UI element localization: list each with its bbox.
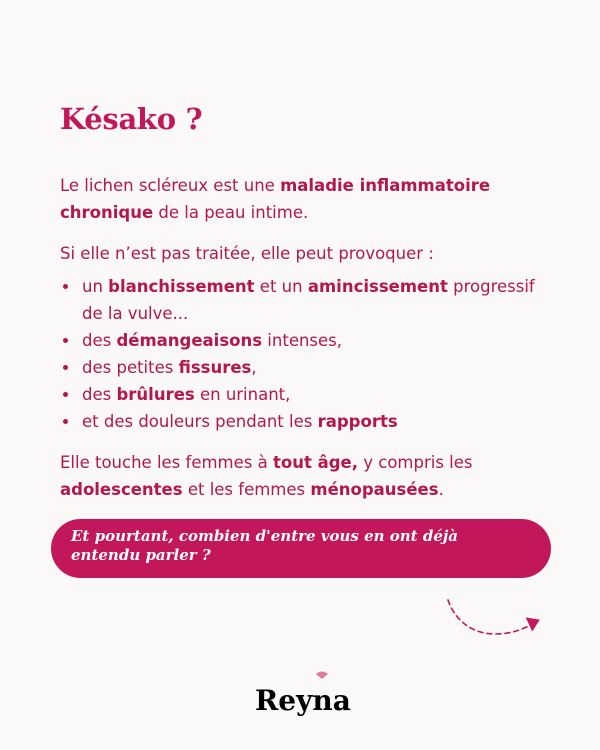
list-item bbox=[80, 327, 550, 354]
callout-text: Et pourtant, combien d'entre vous en ont déjà entendu parler ? bbox=[71, 527, 459, 564]
list-item bbox=[80, 408, 550, 435]
page-title: Késako ? bbox=[60, 102, 203, 136]
item-bold: blanchissement bbox=[108, 277, 255, 296]
item-bold: amincissement bbox=[307, 277, 448, 296]
closing-paragraph bbox=[60, 449, 550, 503]
lead-paragraph: Si elle n’est pas traitée, elle peut provoquer : bbox=[60, 244, 434, 263]
item-text: des bbox=[82, 331, 117, 350]
intro-bold-1: maladie inflammatoire chronique bbox=[60, 176, 491, 222]
closing-bold: tout âge, bbox=[272, 453, 358, 472]
item-bold: démangeaisons bbox=[116, 331, 263, 350]
item-text: , bbox=[251, 358, 257, 377]
item-text: des bbox=[82, 385, 117, 404]
item-text: et un bbox=[254, 277, 308, 296]
item-text: et des douleurs pendant les bbox=[82, 412, 318, 431]
symptom-list bbox=[60, 273, 550, 435]
logo-text: Reyna bbox=[255, 684, 351, 717]
intro-text-2: de la peau intime. bbox=[153, 203, 309, 222]
item-bold: rapports bbox=[317, 412, 398, 431]
item-text: progressif de la vulve... bbox=[82, 277, 535, 323]
dashed-arrow-icon bbox=[440, 596, 550, 646]
item-text: intenses, bbox=[262, 331, 343, 350]
list-item bbox=[80, 381, 550, 408]
closing-text: Elle touche les femmes à bbox=[60, 453, 273, 472]
list-item bbox=[80, 354, 550, 381]
list-item bbox=[80, 273, 550, 327]
closing-text: et les femmes bbox=[182, 480, 311, 499]
intro-paragraph bbox=[60, 172, 550, 226]
main-content bbox=[60, 172, 550, 517]
closing-text: y compris les bbox=[358, 453, 473, 472]
intro-text-1: Le lichen scléreux est une bbox=[60, 176, 281, 195]
closing-bold: adolescentes bbox=[60, 480, 183, 499]
item-text: un bbox=[82, 277, 109, 296]
callout-banner bbox=[51, 519, 551, 578]
item-text: en urinant, bbox=[194, 385, 291, 404]
closing-bold: ménopausées bbox=[310, 480, 439, 499]
reyna-logo bbox=[250, 670, 360, 720]
item-bold: fissures bbox=[178, 358, 252, 377]
item-bold: brûlures bbox=[116, 385, 195, 404]
closing-text: . bbox=[438, 480, 444, 499]
item-text: des petites bbox=[82, 358, 179, 377]
